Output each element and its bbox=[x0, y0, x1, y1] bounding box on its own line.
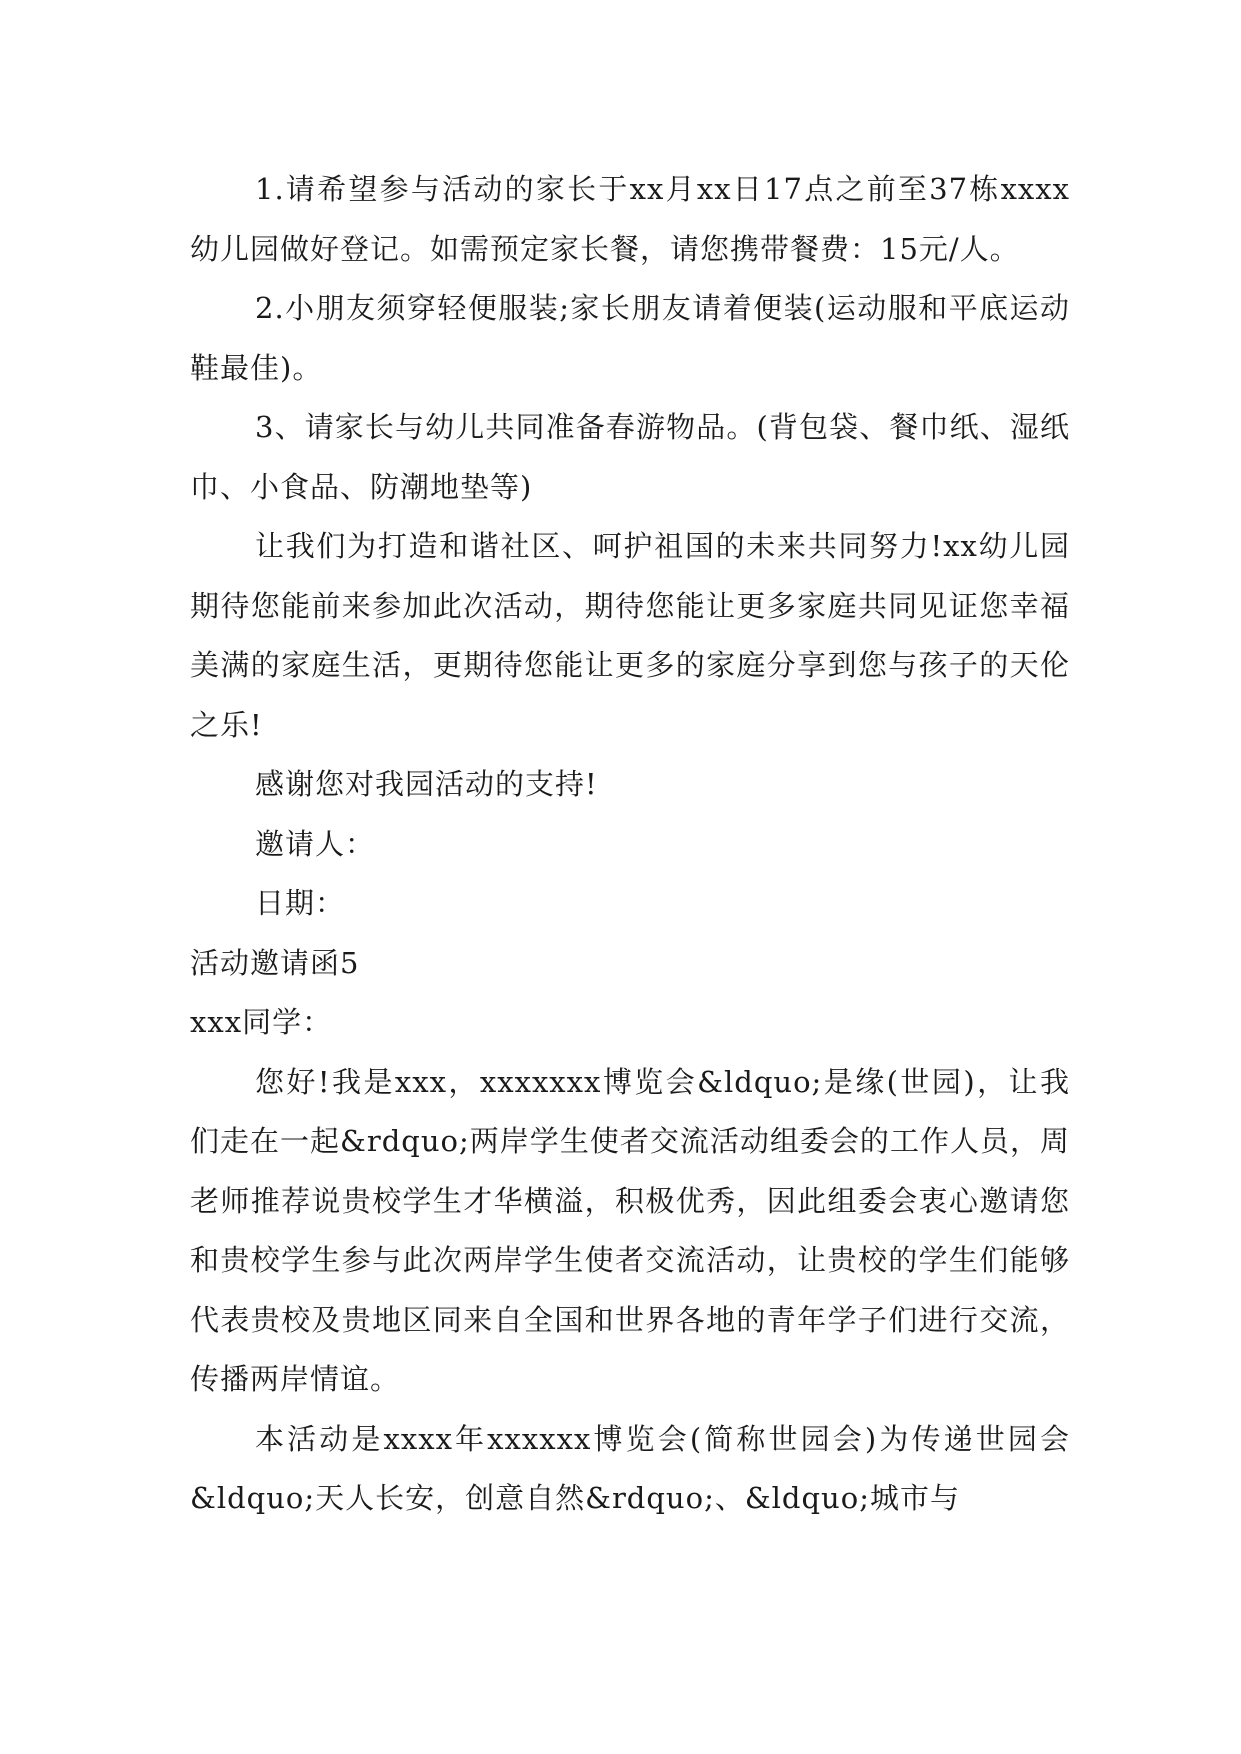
paragraph-clothing: 2.小朋友须穿轻便服装;家长朋友请着便装(运动服和平底运动鞋最佳)。 bbox=[190, 291, 1070, 385]
paragraph-introduction: 您好!我是xxx，xxxxxxx博览会&ldquo;是缘(世园)，让我们走在一起&rdquo;两岸学生使者交流活动组委会的工作人员，周老师推荐说贵校学生才华横溢，积极优秀，因此组委会衷心邀请您和贵校学生参与此次两岸学生使者交流活动，让贵校的学生们能够代表贵校及贵地区同来自全国和世界各地的青年学子们进行交流，传播两岸情谊。 bbox=[190, 1064, 1070, 1396]
paragraph-appeal: 让我们为打造和谐社区、呵护祖国的未来共同努力!xx幼儿园期待您能前来参加此次活动，期待您能让更多家庭共同见证您幸福美满的家庭生活，更期待您能让更多的家庭分享到您与孩子的天伦之乐! bbox=[190, 529, 1070, 742]
paragraph-thanks: 感谢您对我园活动的支持! bbox=[255, 767, 598, 801]
section-heading: 活动邀请函5 bbox=[190, 945, 360, 980]
document-body bbox=[190, 160, 1070, 1529]
paragraph-date: 日期： bbox=[255, 886, 346, 920]
paragraph-event-description: 本活动是xxxx年xxxxxx博览会(简称世园会)为传递世园会&ldquo;天人长安，创意自然&rdquo;、&ldquo;城市与 bbox=[190, 1421, 1070, 1515]
salutation: xxx同学： bbox=[190, 1005, 333, 1039]
paragraph-inviter: 邀请人： bbox=[255, 826, 376, 861]
paragraph-registration: 1.请希望参与活动的家长于xx月xx日17点之前至37栋xxxx幼儿园做好登记。如需预定家长餐，请您携带餐费：15元/人。 bbox=[190, 172, 1070, 266]
paragraph-supplies: 3、请家长与幼儿共同准备春游物品。(背包袋、餐巾纸、湿纸巾、小食品、防潮地垫等) bbox=[190, 410, 1070, 504]
